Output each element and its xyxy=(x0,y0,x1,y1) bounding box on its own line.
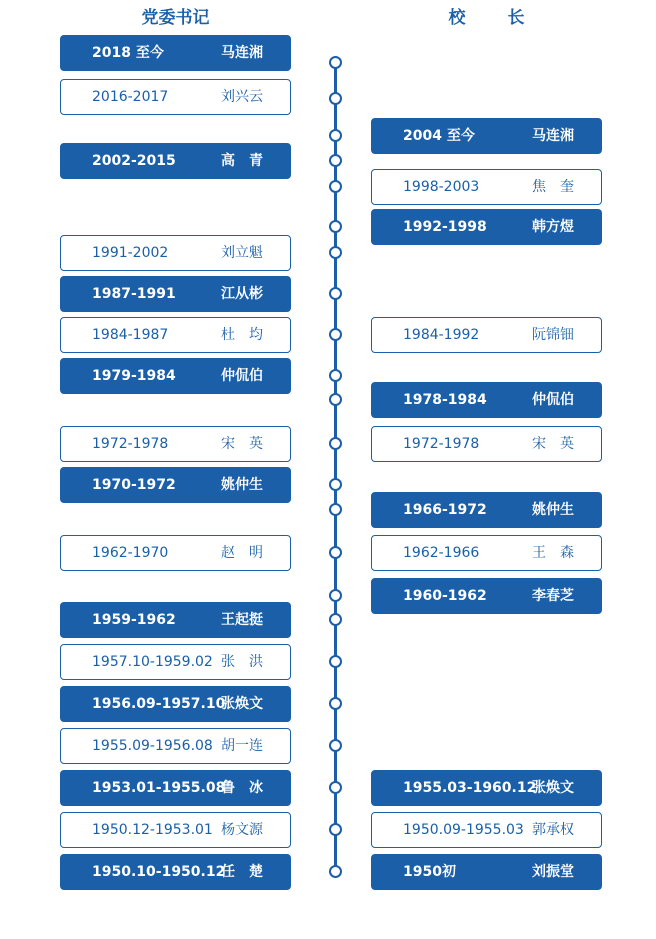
term-period: 1962-1970 xyxy=(92,545,169,561)
person-name: 赵 明 xyxy=(221,545,263,561)
timeline-node xyxy=(329,865,342,878)
timeline-node xyxy=(329,287,342,300)
president-column-title xyxy=(371,6,602,30)
person-name: 仲侃伯 xyxy=(532,392,574,408)
party-secretary-entry xyxy=(60,143,291,179)
party-secretary-entry xyxy=(60,644,291,680)
person-name: 张 洪 xyxy=(221,654,263,670)
timeline-node xyxy=(329,823,342,836)
timeline-node xyxy=(329,246,342,259)
timeline-node xyxy=(329,328,342,341)
president-entry xyxy=(371,169,602,205)
term-period: 1979-1984 xyxy=(92,368,176,384)
president-title-char-2: 长 xyxy=(507,8,525,28)
person-name: 张焕文 xyxy=(532,780,574,796)
timeline-node xyxy=(329,503,342,516)
person-name: 李春芝 xyxy=(532,588,574,604)
president-entry xyxy=(371,812,602,848)
term-period: 1991-2002 xyxy=(92,245,169,261)
person-name: 鲁 冰 xyxy=(221,780,263,796)
party-secretary-entry xyxy=(60,728,291,764)
person-name: 焦 奎 xyxy=(532,179,574,195)
president-entry xyxy=(371,382,602,418)
person-name: 姚仲生 xyxy=(221,477,263,493)
party-secretary-entry xyxy=(60,467,291,503)
timeline-node xyxy=(329,393,342,406)
timeline-node xyxy=(329,180,342,193)
term-period: 2004 至今 xyxy=(403,128,475,144)
person-name: 王起挺 xyxy=(221,612,263,628)
timeline-node xyxy=(329,92,342,105)
timeline-node xyxy=(329,56,342,69)
person-name: 刘立魁 xyxy=(221,245,263,261)
term-period: 1960-1962 xyxy=(403,588,487,604)
term-period: 1956.09-1957.10 xyxy=(92,696,226,712)
party-secretary-entry xyxy=(60,426,291,462)
person-name: 阮锦钿 xyxy=(532,327,574,343)
person-name: 任 楚 xyxy=(221,864,263,880)
president-title-char-1: 校 xyxy=(448,8,466,28)
term-period: 2002-2015 xyxy=(92,153,176,169)
person-name: 韩方煜 xyxy=(532,219,574,235)
timeline-node xyxy=(329,697,342,710)
president-entry xyxy=(371,854,602,890)
term-period: 1978-1984 xyxy=(403,392,487,408)
term-period: 1984-1987 xyxy=(92,327,169,343)
person-name: 胡一连 xyxy=(221,738,263,754)
person-name: 宋 英 xyxy=(532,436,574,452)
term-period: 1998-2003 xyxy=(403,179,480,195)
president-entry xyxy=(371,578,602,614)
term-period: 1962-1966 xyxy=(403,545,480,561)
term-period: 1950.10-1950.12 xyxy=(92,864,226,880)
term-period: 1970-1972 xyxy=(92,477,176,493)
term-period: 1972-1978 xyxy=(92,436,169,452)
term-period: 1950.12-1953.01 xyxy=(92,822,213,838)
term-period: 1953.01-1955.08 xyxy=(92,780,226,796)
party-secretary-entry xyxy=(60,317,291,353)
term-period: 1955.03-1960.12 xyxy=(403,780,537,796)
president-entry xyxy=(371,492,602,528)
timeline-node xyxy=(329,369,342,382)
person-name: 杜 均 xyxy=(221,327,263,343)
person-name: 郭承权 xyxy=(532,822,574,838)
person-name: 江从彬 xyxy=(221,286,263,302)
term-period: 1957.10-1959.02 xyxy=(92,654,213,670)
person-name: 王 森 xyxy=(532,545,574,561)
party-secretary-entry xyxy=(60,686,291,722)
party-secretary-entry xyxy=(60,276,291,312)
person-name: 刘兴云 xyxy=(221,89,263,105)
term-period: 1987-1991 xyxy=(92,286,176,302)
term-period: 1955.09-1956.08 xyxy=(92,738,213,754)
president-entry xyxy=(371,118,602,154)
term-period: 1950.09-1955.03 xyxy=(403,822,524,838)
person-name: 杨文源 xyxy=(221,822,263,838)
president-entry xyxy=(371,770,602,806)
timeline-node xyxy=(329,781,342,794)
timeline-node xyxy=(329,478,342,491)
timeline-node xyxy=(329,129,342,142)
term-period: 2016-2017 xyxy=(92,89,169,105)
term-period: 1950初 xyxy=(403,864,456,880)
party-secretary-entry xyxy=(60,235,291,271)
term-period: 1992-1998 xyxy=(403,219,487,235)
person-name: 仲侃伯 xyxy=(221,368,263,384)
president-entry xyxy=(371,209,602,245)
president-entry xyxy=(371,535,602,571)
president-entry xyxy=(371,426,602,462)
person-name: 马连湘 xyxy=(221,45,263,61)
party-secretary-entry xyxy=(60,79,291,115)
timeline-node xyxy=(329,589,342,602)
timeline-node xyxy=(329,154,342,167)
term-period: 1959-1962 xyxy=(92,612,176,628)
person-name: 宋 英 xyxy=(221,436,263,452)
term-period: 1966-1972 xyxy=(403,502,487,518)
party-secretary-entry xyxy=(60,602,291,638)
party-secretary-entry xyxy=(60,535,291,571)
person-name: 张焕文 xyxy=(221,696,263,712)
person-name: 刘振堂 xyxy=(532,864,574,880)
term-period: 2018 至今 xyxy=(92,45,164,61)
person-name: 姚仲生 xyxy=(532,502,574,518)
party-secretary-entry xyxy=(60,770,291,806)
timeline-node xyxy=(329,739,342,752)
party-secretary-entry xyxy=(60,35,291,71)
term-period: 1984-1992 xyxy=(403,327,480,343)
term-period: 1972-1978 xyxy=(403,436,480,452)
timeline-node xyxy=(329,655,342,668)
party-secretary-entry xyxy=(60,854,291,890)
timeline-node xyxy=(329,613,342,626)
president-entry xyxy=(371,317,602,353)
person-name: 高 青 xyxy=(221,153,263,169)
person-name: 马连湘 xyxy=(532,128,574,144)
timeline-node xyxy=(329,437,342,450)
party-secretary-entry xyxy=(60,358,291,394)
timeline-node xyxy=(329,546,342,559)
timeline-node xyxy=(329,220,342,233)
party-secretary-entry xyxy=(60,812,291,848)
party-secretary-column-title: 党委书记 xyxy=(141,8,210,28)
